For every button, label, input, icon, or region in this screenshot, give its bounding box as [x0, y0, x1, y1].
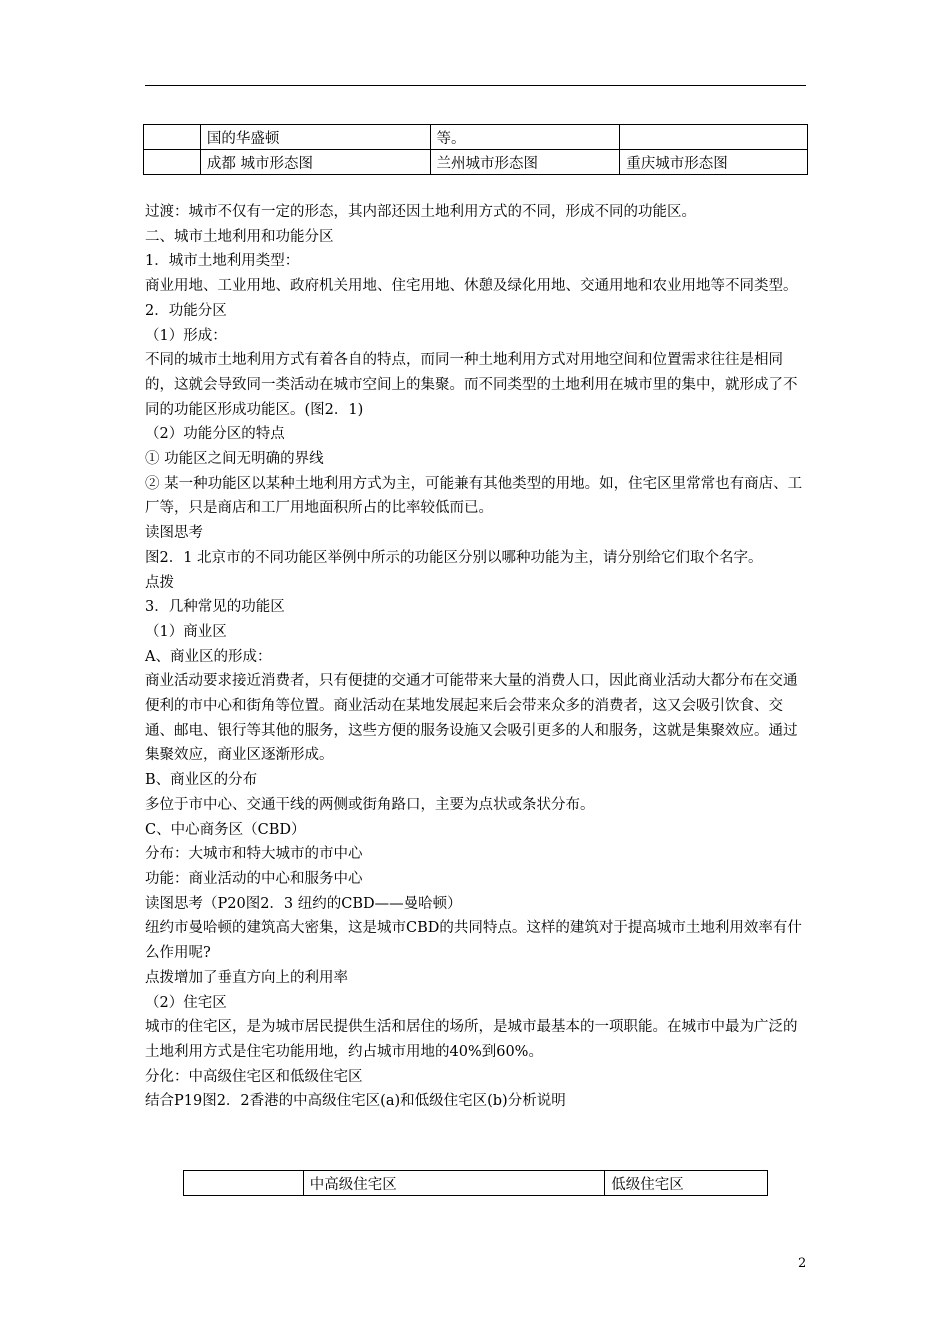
paragraph: ② 某一种功能区以某种土地利用方式为主，可能兼有其他类型的用地。如，住宅区里常常也有商店、工厂等，只是商店和工厂用地面积所占的比率较低而已。: [145, 475, 803, 517]
table-cell: 兰州城市形态图: [430, 150, 620, 175]
paragraph: 不同的城市土地利用方式有着各自的特点，而同一种土地利用方式对用地空间和位置需求往往是相同的，这就会导致同一类活动在城市空间上的集聚。而不同类型的土地利用在城市里的集中，就形成了不同的功能区形成功能区。(图2．1): [145, 352, 798, 418]
paragraph: 点拨: [145, 574, 174, 591]
table-header-cell: 中高级住宅区: [303, 1171, 604, 1196]
header-rule: [145, 85, 806, 86]
paragraph: （1）形成：: [145, 327, 227, 344]
table-cell: 国的华盛顿: [200, 125, 430, 150]
paragraph: 纽约市曼哈顿的建筑高大密集，这是城市CBD的共同特点。这样的建筑对于提高城市土地利用效率有什么作用呢?: [145, 920, 802, 962]
paragraph: 读图思考: [145, 525, 203, 542]
paragraph: 功能：商业活动的中心和服务中心: [145, 870, 363, 887]
table-cell: [144, 150, 201, 175]
paragraph: 商业活动要求接近消费者，只有便捷的交通才可能带来大量的消费人口，因此商业活动大都分布在交通便利的市中心和街角等位置。商业活动在某地发展起来后会带来众多的消费者，这又会吸引饮食、交通、邮电、银行等其他的服务，这些方便的服务设施又会吸引更多的人和服务，这就是集聚效应。通过集聚效应，商业区逐渐形成。: [145, 673, 798, 764]
table-cell: [144, 125, 201, 150]
paragraph: （2）功能分区的特点: [145, 426, 285, 443]
paragraph: A、商业区的形成：: [145, 648, 272, 665]
page-number: 2: [798, 1256, 807, 1271]
paragraph: 结合P19图2．2香港的中高级住宅区(a)和低级住宅区(b)分析说明: [145, 1093, 566, 1110]
paragraph: C、中心商务区（CBD）: [145, 821, 306, 838]
paragraph: 点拨增加了垂直方向上的利用率: [145, 969, 348, 986]
table-cell: 等。: [430, 125, 620, 150]
paragraph: 图2．1 北京市的不同功能区举例中所示的功能区分别以哪种功能为主，请分别给它们取个名字。: [145, 549, 763, 566]
table-cell: 成都 城市形态图: [200, 150, 430, 175]
paragraph: 二、城市土地利用和功能分区: [145, 228, 334, 245]
paragraph: 3．几种常见的功能区: [145, 599, 285, 616]
top-table: [143, 124, 808, 175]
table-header-row: [184, 1171, 768, 1196]
bottom-table: [183, 1170, 768, 1196]
paragraph: 商业用地、工业用地、政府机关用地、住宅用地、休憩及绿化用地、交通用地和农业用地等不同类型。: [145, 278, 798, 295]
paragraph: 城市的住宅区，是为城市居民提供生活和居住的场所，是城市最基本的一项职能。在城市中最为广泛的土地利用方式是住宅功能用地，约占城市用地的40%到60%。: [145, 1019, 798, 1060]
table-header-cell: [184, 1171, 304, 1196]
table-row: [144, 125, 808, 150]
paragraph: 多位于市中心、交通干线的两侧或街角路口，主要为点状或条状分布。: [145, 796, 595, 813]
paragraph: （1）商业区: [145, 623, 227, 640]
paragraph: （2）住宅区: [145, 994, 227, 1011]
table-cell: [620, 125, 808, 150]
paragraph: 分化：中高级住宅区和低级住宅区: [145, 1068, 363, 1085]
paragraph: 2．功能分区: [145, 302, 227, 319]
document-body: [145, 200, 810, 1114]
paragraph: 过渡：城市不仅有一定的形态，其内部还因土地利用方式的不同，形成不同的功能区。: [145, 204, 696, 220]
table-header-cell: 低级住宅区: [605, 1171, 768, 1196]
paragraph: B、商业区的分布: [145, 772, 258, 789]
table-row: [144, 150, 808, 175]
table-cell: 重庆城市形态图: [620, 150, 808, 175]
paragraph: ① 功能区之间无明确的界线: [145, 451, 324, 468]
paragraph: 1．城市土地利用类型：: [145, 253, 300, 270]
paragraph: 读图思考（P20图2．3 纽约的CBD——曼哈顿）: [145, 895, 462, 912]
paragraph: 分布：大城市和特大城市的市中心: [145, 846, 363, 863]
